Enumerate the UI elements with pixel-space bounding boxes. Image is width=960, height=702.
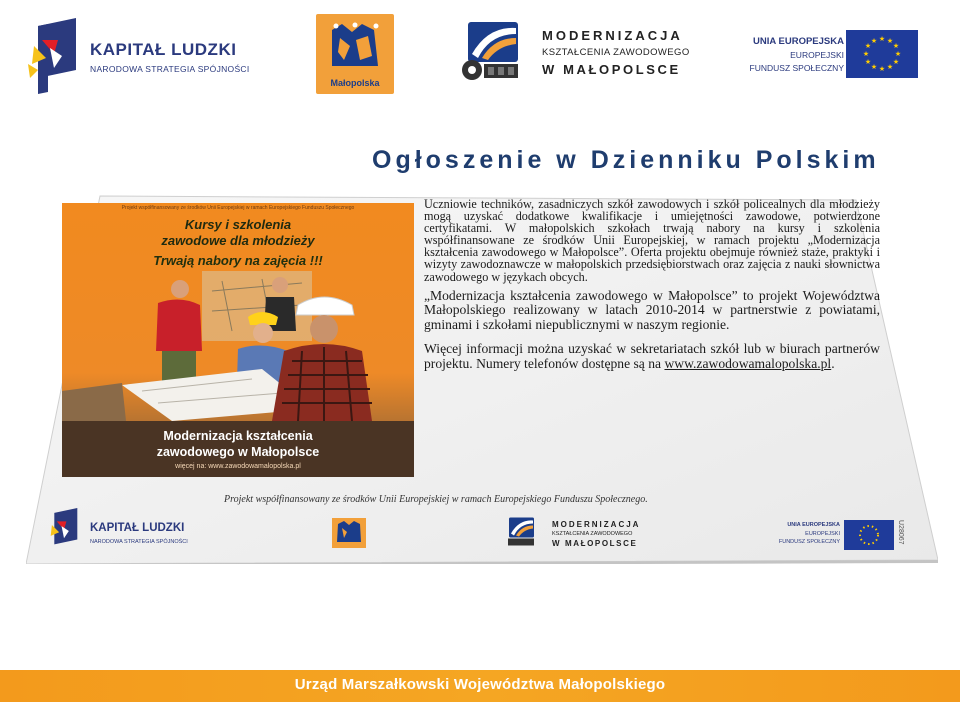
ad-modernizacja-line2: KSZTAŁCENIA ZAWODOWEGO <box>552 531 633 537</box>
modernizacja-line1: MODERNIZACJA <box>542 28 683 43</box>
svg-text:★: ★ <box>878 65 886 73</box>
svg-text:★: ★ <box>862 50 870 58</box>
ad-kapital-ludzki-subtitle: NARODOWA STRATEGIA SPÓJNOŚCI <box>90 539 188 545</box>
ad-malopolska-crown-icon <box>332 518 366 548</box>
ad-photo-band <box>62 421 414 477</box>
ad-paragraph-3-text: Więcej informacji można uzyskać w sekretariatach szkół lub w biurach partnerów projektu. Numery telefonów dostępne są na <box>424 341 880 372</box>
ad-eu-line3: FUNDUSZ SPOŁECZNY <box>778 539 840 545</box>
ad-kapital-ludzki-flag-icon <box>46 508 82 554</box>
eu-logo <box>730 22 930 84</box>
eu-line1: UNIA EUROPEJSKA <box>753 36 844 47</box>
ad-photo-title-line3: Trwają nabory na zajęcia !!! <box>153 253 323 268</box>
kapital-ludzki-logo <box>28 14 264 96</box>
svg-text:★: ★ <box>886 63 894 71</box>
ad-reference-code: U28067 <box>897 520 904 545</box>
ad-workers-illustration <box>62 271 414 421</box>
svg-text:★: ★ <box>864 58 872 66</box>
ad-malopolska-logo <box>332 518 366 548</box>
eu-line3: FUNDUSZ SPOŁECZNY <box>749 63 844 73</box>
ad-modernizacja-gear-icon <box>504 516 536 548</box>
modernizacja-gear-icon <box>458 20 522 82</box>
modernizacja-line2: KSZTAŁCENIA ZAWODOWEGO <box>542 47 690 58</box>
ad-website-link[interactable]: www.zawodowamalopolska.pl <box>664 356 832 372</box>
svg-text:★: ★ <box>892 42 900 50</box>
kapital-ludzki-subtitle: NARODOWA STRATEGIA SPÓJNOŚCI <box>90 64 250 74</box>
ad-photo-title-line1: Kursy i szkolenia <box>184 217 292 232</box>
ad-paragraph-2: „Modernizacja kształcenia zawodowego w Małopolsce” to projekt Województwa Małopolskiego realizowany w latach 2010-2014 w partnerstwie z powiatami, gminami i szkołami niepublicznymi w naszym regionie. <box>424 287 880 332</box>
svg-text:★: ★ <box>886 37 894 45</box>
kapital-ludzki-title: KAPITAŁ LUDZKI <box>90 40 237 59</box>
ad-eu-line2: EUROPEJSKI <box>805 531 840 537</box>
ad-paragraph-3 <box>424 342 880 371</box>
eu-line2: EUROPEJSKI <box>790 50 844 60</box>
malopolska-logo <box>316 14 394 94</box>
svg-text:★: ★ <box>870 37 878 45</box>
ad-eu-logo <box>770 518 898 552</box>
ad-paragraph-3-suffix: . <box>831 356 835 372</box>
ad-photo-title-line2: zawodowe dla młodzieży <box>161 233 315 248</box>
ad-photo-band-line2: zawodowego w Małopolsce <box>156 445 320 459</box>
ad-paragraph-1: Uczniowie techników, zasadniczych szkół zawodowych i szkół policealnych dla młodzieży mogą uzyskać dodatkowe kwalifikacje i umiejętności zawodowe, potwierdzone certyfikatami. W małopolskich szkołach trwają nabory na kursy i szkolenia współfinansowane ze środków Unii Europejskiej, w ramach projektu „Modernizacja kształcenia zawodowego w Małopolsce”. Oferta projektu obejmuje również staże, praktyki i wizyty zawodoznawcze w małopolskich przedsiębiorstwach oraz zajęcia z nauki słownictwa zawodowego w językach obcych. <box>424 197 880 284</box>
ad-photo-panel <box>62 203 414 477</box>
malopolska-label: Małopolska <box>330 78 380 88</box>
ad-eu-line1: UNIA EUROPEJSKA <box>787 522 840 528</box>
ad-kapital-ludzki-logo <box>46 508 216 556</box>
page-title: Ogłoszenie w Dzienniku Polskim <box>372 146 880 174</box>
svg-text:★: ★ <box>894 50 902 58</box>
ad-eu-flag-icon <box>844 520 894 550</box>
malopolska-crown-icon <box>328 22 382 72</box>
svg-text:★: ★ <box>864 42 872 50</box>
modernizacja-line3: W MAŁOPOLSCE <box>542 62 681 77</box>
ad-modernizacja-logo <box>504 516 664 550</box>
ad-photo-band-line1: Modernizacja kształcenia <box>163 429 313 443</box>
svg-text:★: ★ <box>892 58 900 66</box>
footer-bar <box>0 670 960 702</box>
svg-text:★: ★ <box>870 63 878 71</box>
footer-bar-text: Urząd Marszałkowski Województwa Małopolskiego <box>294 676 666 693</box>
eu-flag-icon <box>846 30 918 78</box>
ad-footer-note: Projekt współfinansowany ze środków Unii Europejskiej w ramach Europejskiego Funduszu Społecznego. <box>224 494 648 505</box>
ad-modernizacja-line3: W MAŁOPOLSCE <box>552 539 638 548</box>
ad-kapital-ludzki-title: KAPITAŁ LUDZKI <box>90 522 185 534</box>
kapital-ludzki-flag-icon <box>28 18 80 94</box>
svg-text:★: ★ <box>878 35 886 43</box>
ad-photo-band-url: więcej na: www.zawodowamalopolska.pl <box>175 463 301 470</box>
modernizacja-logo <box>458 14 708 86</box>
ad-modernizacja-line1: MODERNIZACJA <box>552 520 641 529</box>
ad-photo-top-note: Projekt współfinansowany ze środków Unii Europejskiej w ramach Europejskiego Funduszu Społecznego <box>121 205 355 211</box>
ad-text-column <box>424 198 880 382</box>
